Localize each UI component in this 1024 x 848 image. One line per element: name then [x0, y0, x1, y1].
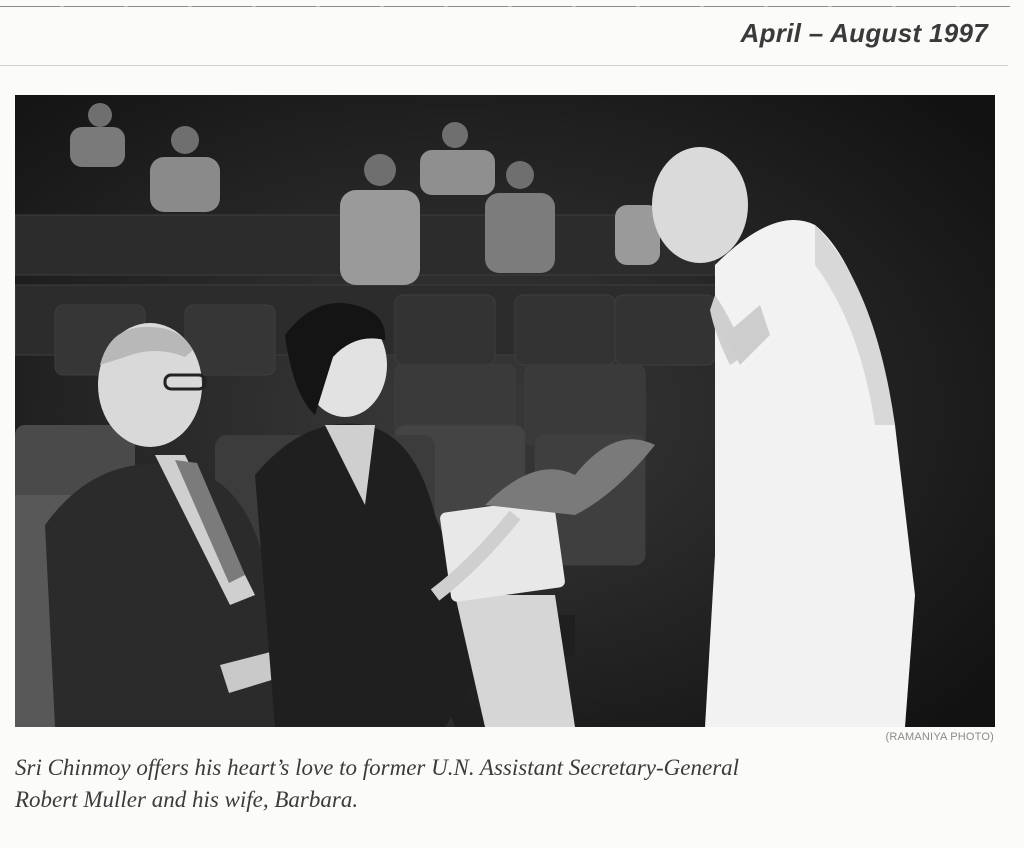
caption-line-1: Sri Chinmoy offers his heart’s love to former U.N. Assistant Secretary-General: [15, 755, 740, 780]
header-divider: [0, 65, 1008, 66]
caption-line-2: Robert Muller and his wife, Barbara.: [15, 787, 359, 812]
photograph: [15, 95, 995, 727]
issue-date-header: April – August 1997: [740, 18, 988, 48]
photo-credit: (RAMANIYA PHOTO): [885, 731, 994, 743]
photo-illustration: [15, 95, 995, 727]
top-rule: [0, 6, 1010, 7]
photo-caption: [15, 752, 995, 816]
